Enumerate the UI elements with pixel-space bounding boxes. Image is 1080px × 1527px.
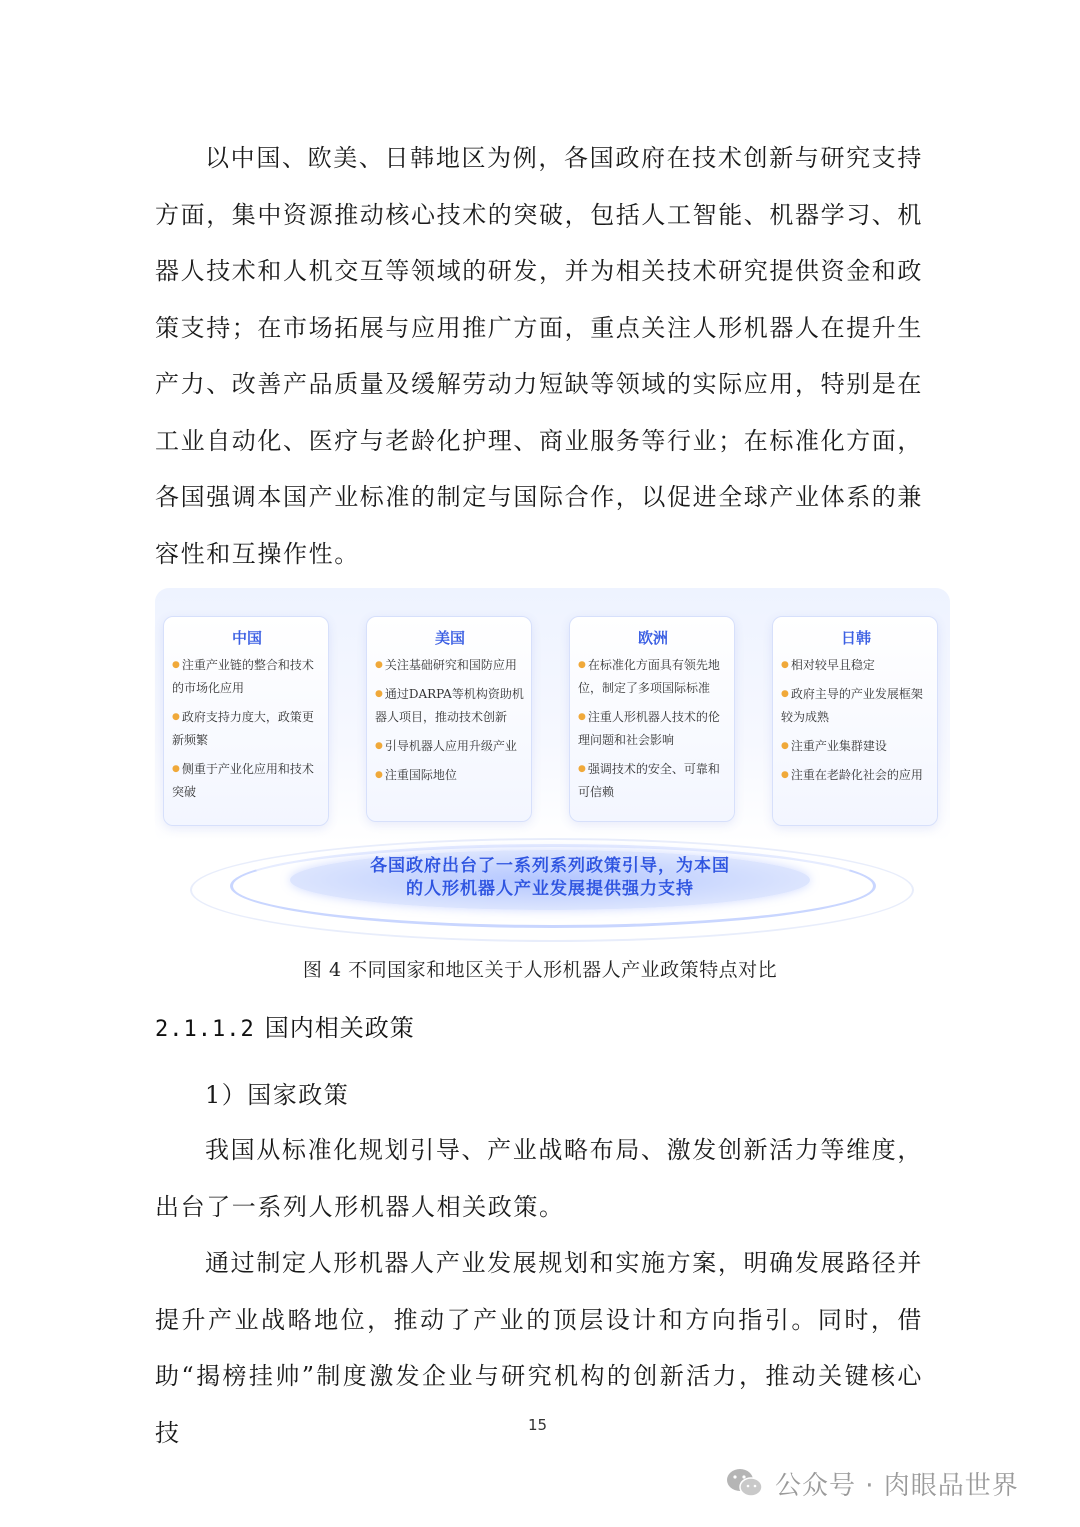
intro-paragraph: [155, 130, 923, 582]
bullet-icon: ●: [375, 770, 383, 780]
bullet-icon: ●: [172, 660, 180, 670]
intro-text: 以中国、欧美、日韩地区为例，各国政府在技术创新与研究支持方面，集中资源推动核心技术的突破，包括人工智能、机器学习、机器人技术和人机交互等领域的研发，并为相关技术研究提供资金和政策支持；在市场拓展与应用推广方面，重点关注人形机器人在提升生产力、改善产品质量及缓解劳动力短缺等领域的实际应用，特别是在工业自动化、医疗与老龄化护理、商业服务等行业；在标准化方面，各国强调本国产业标准的制定与国际合作，以促进全球产业体系的兼容性和互操作性。: [155, 144, 923, 568]
paragraph-3-text: 通过制定人形机器人产业发展规划和实施方案，明确发展路径并提升产业战略地位，推动了产业的顶层设计和方向指引。同时，借助“揭榜挂帅”制度激发企业与研究机构的创新活力，推动关键核心技: [155, 1249, 923, 1447]
bullet-icon: ●: [578, 660, 586, 670]
card-item: ● 注重人形机器人技术的伦理问题和社会影响: [578, 710, 720, 747]
bullet-icon: ●: [781, 689, 789, 699]
paragraph-2-text: 我国从标准化规划引导、产业战略布局、激发创新活力等维度，出台了一系列人形机器人相关政策。: [155, 1136, 923, 1221]
section-number: 2.1.1.2: [155, 1017, 255, 1042]
card-item: ● 注重产业集群建设: [781, 739, 887, 753]
policy-comparison-figure: [155, 588, 950, 940]
card-item: ● 注重国际地位: [375, 768, 457, 782]
card-item: ● 引导机器人应用升级产业: [375, 739, 517, 753]
card-item: ● 侧重于产业化应用和技术突破: [172, 762, 314, 799]
bullet-icon: ●: [578, 764, 586, 774]
card-japan-korea: [772, 616, 938, 826]
card-item: ● 关注基础研究和国防应用: [375, 658, 517, 672]
card-usa: [366, 616, 532, 822]
card-title: 中国: [231, 629, 262, 647]
bullet-icon: ●: [375, 660, 383, 670]
card-title: 欧洲: [637, 629, 668, 647]
watermark-text: 公众号 · 肉眼品世界: [775, 1470, 1019, 1501]
card-item: ● 注重产业链的整合和技术的市场化应用: [172, 658, 314, 695]
wechat-icon: [725, 1467, 765, 1499]
card-item: ● 强调技术的安全、可靠和可信赖: [578, 762, 720, 799]
card-china: [163, 616, 329, 826]
card-item: ● 政府支持力度大，政策更新频繁: [172, 710, 314, 747]
card-title: 美国: [434, 629, 465, 647]
card-item: ● 通过DARPA等机构资助机器人项目，推动技术创新: [375, 687, 524, 724]
bullet-icon: ●: [375, 741, 383, 751]
section-title: 国内相关政策: [264, 1014, 415, 1042]
paragraph-2: [155, 1122, 923, 1235]
card-item: ● 政府主导的产业发展框架较为成熟: [781, 687, 923, 724]
bullet-icon: ●: [781, 770, 789, 780]
bullet-icon: ●: [172, 712, 180, 722]
watermark: [725, 1463, 1019, 1503]
banner-line-2: 的人形机器人产业发展提供强力支持: [406, 879, 694, 899]
figure-banner: [290, 855, 810, 901]
card-item: ● 相对较早且稳定: [781, 658, 875, 672]
page-number: 15: [527, 1416, 548, 1434]
card-item: ● 在标准化方面具有领先地位，制定了多项国际标准: [578, 658, 720, 695]
subsection-heading: 1）国家政策: [205, 1081, 350, 1109]
bullet-icon: ●: [375, 689, 383, 699]
bullet-icon: ●: [781, 660, 789, 670]
figure-caption: 图 4 不同国家和地区关于人形机器人产业政策特点对比: [302, 959, 778, 981]
bullet-icon: ●: [781, 741, 789, 751]
banner-line-1: 各国政府出台了一系列系列政策引导，为本国: [370, 856, 730, 876]
card-title: 日韩: [840, 629, 871, 647]
section-heading: [155, 1008, 415, 1043]
bullet-icon: ●: [578, 712, 586, 722]
bullet-icon: ●: [172, 764, 180, 774]
card-item: ● 注重在老龄化社会的应用: [781, 768, 923, 782]
card-europe: [569, 616, 735, 822]
